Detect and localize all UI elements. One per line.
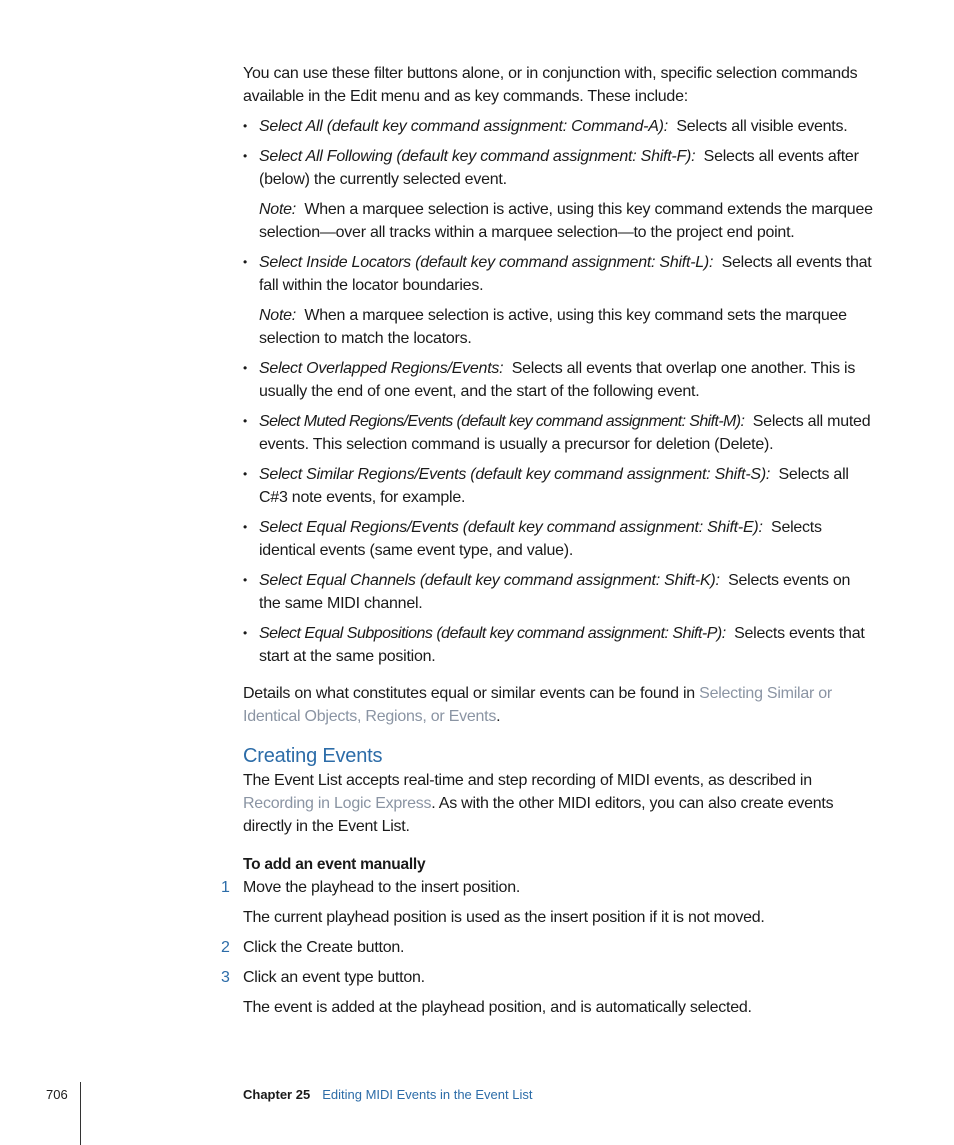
step-text: Click the Create button. [243, 939, 405, 956]
step-item [221, 876, 875, 899]
section-body-text-end: . As with the other MIDI editors, you can also create events directly in the Event List. [243, 795, 834, 835]
details-text: Details on what constitutes equal or similar events can be found in [243, 685, 700, 702]
step-result: The event is added at the playhead position, and is automatically selected. [243, 999, 752, 1016]
list-item [243, 145, 875, 244]
list-item [243, 410, 875, 456]
intro-paragraph: You can use these filter buttons alone, or in conjunction with, specific selection commands available in the Edit menu and as key commands. These include: [243, 65, 858, 105]
selection-commands-list [243, 115, 875, 668]
list-item [243, 463, 875, 509]
note-label: Note: [259, 307, 296, 324]
details-end: . [496, 708, 501, 725]
command-description: Selects all visible events. [676, 118, 848, 135]
step-text: Move the playhead to the insert position. [243, 879, 521, 896]
recording-link[interactable]: Recording in Logic Express [243, 795, 432, 812]
note [259, 198, 875, 244]
list-item [243, 516, 875, 562]
footer-divider [80, 1082, 81, 1145]
command-term: Select Overlapped Regions/Events: [259, 360, 504, 377]
note [259, 304, 875, 350]
note-text: When a marquee selection is active, using this key command sets the marquee selection to match the locators. [259, 307, 847, 347]
command-term: Select Equal Regions/Events (default key command assignment: Shift-E): [259, 519, 763, 536]
chapter-label: Chapter 25 [243, 1087, 311, 1102]
command-description: Selects all events that fall within the locator boundaries. [259, 254, 872, 294]
command-description: Selects all muted events. This selection command is usually a precursor for deletion (Delete). [259, 413, 871, 453]
cross-reference-link[interactable]: Selecting Similar or Identical Objects, Regions, or Events [243, 685, 832, 725]
chapter-title: Editing MIDI Events in the Event List [322, 1087, 533, 1102]
command-description: Selects all C#3 note events, for example. [259, 466, 849, 506]
section-body [243, 769, 875, 838]
list-item [243, 622, 875, 668]
running-footer [243, 1086, 532, 1104]
step-number: 3 [221, 969, 230, 986]
command-description: Selects events on the same MIDI channel. [259, 572, 851, 612]
command-term: Select Equal Channels (default key command assignment: Shift-K): [259, 572, 720, 589]
command-description: Selects all events after (below) the currently selected event. [259, 148, 859, 188]
note-label: Note: [259, 201, 296, 218]
list-item [243, 251, 875, 350]
command-term: Select All Following (default key command assignment: Shift-F): [259, 148, 696, 165]
task-steps [221, 876, 875, 1019]
section-heading: Creating Events [243, 745, 383, 767]
list-item [243, 357, 875, 403]
command-term: Select Inside Locators (default key command assignment: Shift-L): [259, 254, 714, 271]
command-description: Selects events that start at the same position. [259, 625, 865, 665]
details-paragraph [243, 682, 875, 728]
command-description: Selects identical events (same event type, and value). [259, 519, 822, 559]
command-term: Select Muted Regions/Events (default key command assignment: Shift-M): [259, 413, 745, 430]
command-term: Select All (default key command assignment: Command-A): [259, 118, 668, 135]
page-number: 706 [46, 1087, 68, 1102]
list-item [243, 569, 875, 615]
step-number: 2 [221, 939, 230, 956]
command-term: Select Equal Subpositions (default key command assignment: Shift-P): [259, 625, 726, 642]
task-title: To add an event manually [243, 856, 426, 873]
list-item [243, 115, 875, 138]
command-description: Selects all events that overlap one another. This is usually the end of one event, and the start of the following event. [259, 360, 856, 400]
step-text: Click an event type button. [243, 969, 425, 986]
step-item [221, 966, 875, 989]
step-number: 1 [221, 879, 230, 896]
page-content [221, 62, 875, 1026]
section-body-text: The Event List accepts real-time and step recording of MIDI events, as described in [243, 772, 812, 789]
note-text: When a marquee selection is active, using this key command extends the marquee selection—over all tracks within a marquee selection—to the project end point. [259, 201, 873, 241]
step-item [221, 936, 875, 959]
step-result: The current playhead position is used as the insert position if it is not moved. [243, 909, 765, 926]
command-term: Select Similar Regions/Events (default key command assignment: Shift-S): [259, 466, 771, 483]
